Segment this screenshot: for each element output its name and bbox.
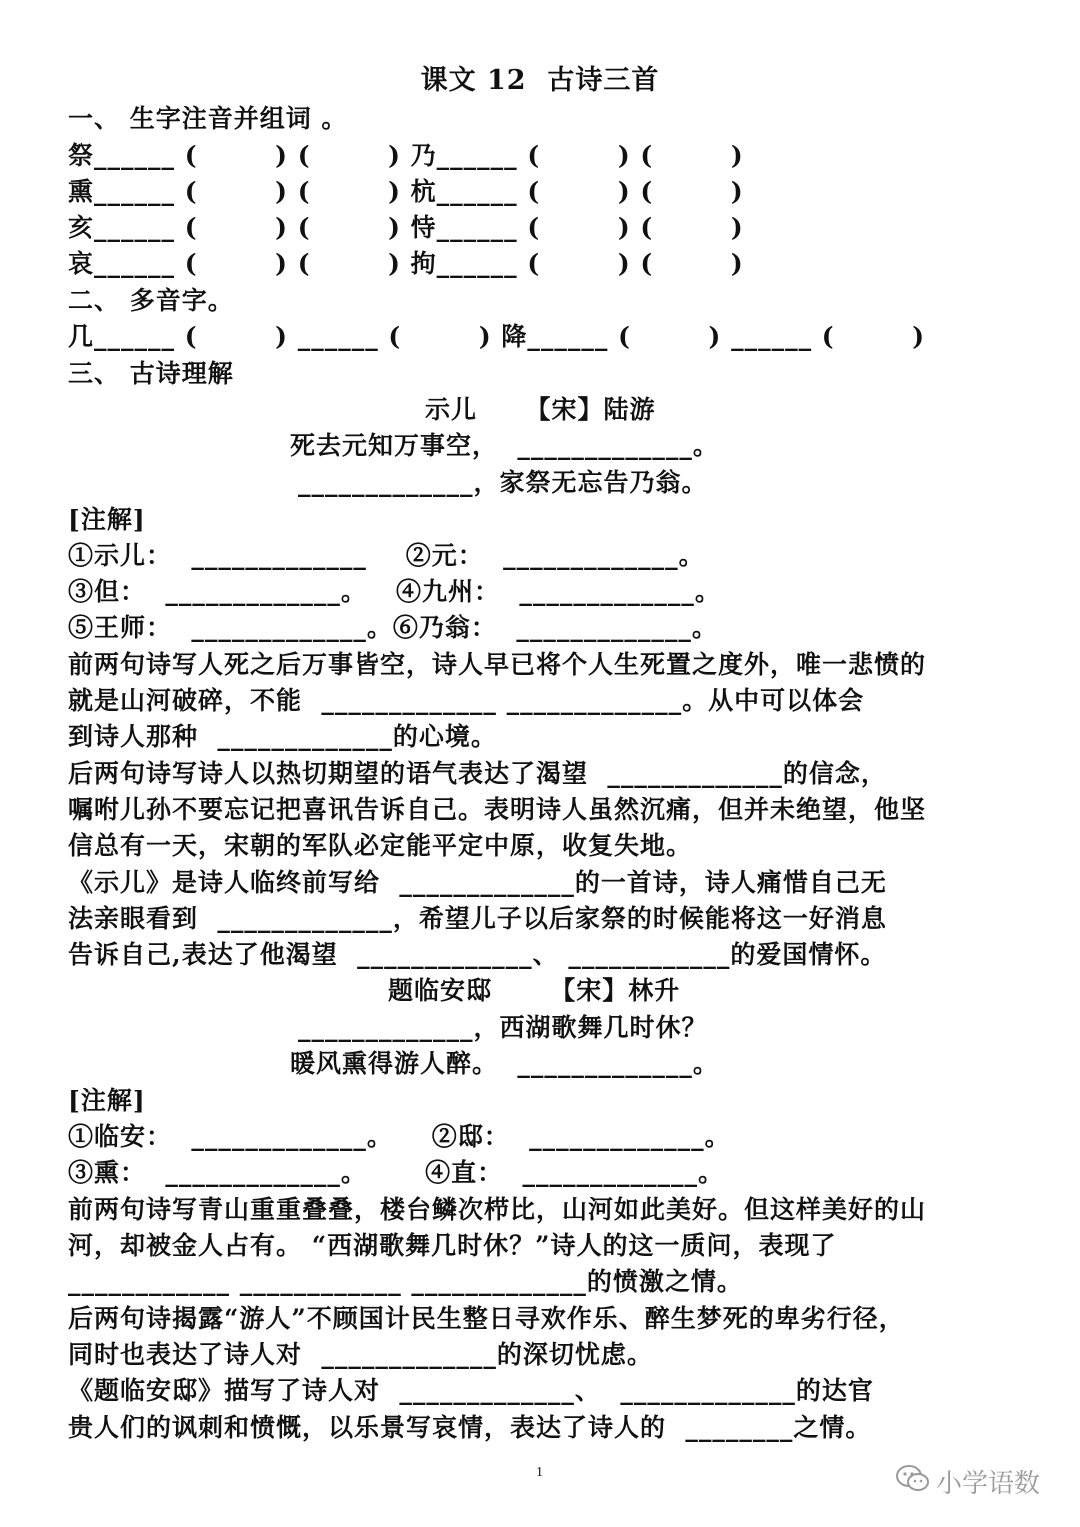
poem2-para-line: 《题临安邸》描写了诗人对 _____________、 _____________的达官 [68, 1376, 874, 1405]
poem2-note-2: ③熏： _____________。 ④直： _____________。 [68, 1158, 725, 1187]
poem1-para-line: 就是山河破碎，不能 _____________ _____________。从中可以体会 [68, 686, 865, 715]
poem2-line2: 暖风熏得游人醉。 _____________。 [290, 1049, 719, 1078]
poem1-line2: _____________，家祭无忘告乃翁。 [298, 468, 708, 497]
poem1-para-line: 后两句诗写诗人以热切期望的语气表达了渴望 _____________的信念， [68, 759, 887, 788]
poem1-para-line: 《示儿》是诗人临终前写给 _____________的一首诗，诗人痛惜自己无 [68, 868, 887, 897]
section1-heading: 一、 生字注音并组词 。 [68, 104, 348, 133]
poem2-para-line: 前两句诗写青山重重叠叠，楼台鳞次栉比，山河如此美好。但这样美好的山 [68, 1195, 927, 1224]
poem2-note-1: ①临安： _____________。 ②邸： _____________。 [68, 1122, 731, 1151]
char-row-3: 亥______ ( ) ( ) 恃______ ( ) ( ) [68, 213, 744, 242]
poem1-note-3: ⑤王师： _____________。⑥乃翁： _____________。 [68, 613, 718, 642]
page-title: 课文 12 古诗三首 [420, 65, 660, 96]
poem1-note-1: ①示儿： _____________ ②元： _____________。 [68, 541, 705, 570]
poem2-para-line: 同时也表达了诗人对 _____________的深切忧虑。 [68, 1340, 653, 1369]
poem1-para-line: 前两句诗写人死之后万事皆空，诗人早已将个人生死置之度外，唯一悲愤的 [68, 650, 927, 679]
poem1-para-line: 信总有一天，宋朝的军队必定能平定中原，收复失地。 [68, 831, 693, 860]
poem1-notes-heading: [注解] [68, 505, 146, 534]
poem1-note-2: ③但： _____________。 ④九州： _____________。 [68, 577, 721, 606]
poem1-line1: 死去元知万事空， _____________。 [290, 431, 719, 460]
poem1-para-line: 法亲眼看到 _____________，希望儿子以后家祭的时候能将这一好消息 [68, 904, 887, 933]
poem2-para-line: ____________ ____________ _____________的愤激之情。 [68, 1267, 743, 1296]
poem1-para-line: 告诉自己,表达了他渴望 _____________、 ____________的爱国情怀。 [68, 940, 887, 969]
poem2-title: 题临安邸 【宋】林升 [388, 976, 681, 1005]
poem2-para-line: 后两句诗揭露“游人”不顾国计民生整日寻欢作乐、醉生梦死的卑劣行径， [68, 1304, 905, 1333]
wechat-icon [896, 1464, 930, 1494]
page-number: 1 [536, 1465, 543, 1480]
poem1-para-line: 嘱咐儿孙不要忘记把喜讯告诉自己。表明诗人虽然沉痛，但并未绝望，他坚 [68, 795, 927, 824]
section3-heading: 三、 古诗理解 [68, 359, 234, 388]
char-row-2: 熏______ ( ) ( ) 杭______ ( ) ( ) [68, 177, 744, 206]
poem2-para-line: 河，却被金人占有。 “西湖歌舞几时休？”诗人的这一质问，表现了 [68, 1231, 837, 1260]
poem1-para-line: 到诗人那种 _____________的心境。 [68, 722, 497, 751]
polyphone-row: 几______ ( ) ______ ( ) 降______ ( ) ______ ( ) [68, 322, 926, 351]
char-row-1: 祭______ ( ) ( ) 乃______ ( ) ( ) [68, 141, 744, 170]
watermark-text: 小学语数 [936, 1469, 1041, 1499]
char-row-4: 哀______ ( ) ( ) 拘______ ( ) ( ) [68, 249, 744, 278]
poem1-title: 示儿 【宋】陆游 [425, 395, 656, 424]
poem2-para-line: 贵人们的讽刺和愤慨，以乐景写哀情，表达了诗人的 ________之情。 [68, 1413, 872, 1442]
poem2-line1: _____________，西湖歌舞几时休？ [298, 1013, 708, 1042]
section2-heading: 二、 多音字。 [68, 286, 234, 315]
poem2-notes-heading: [注解] [68, 1086, 146, 1115]
